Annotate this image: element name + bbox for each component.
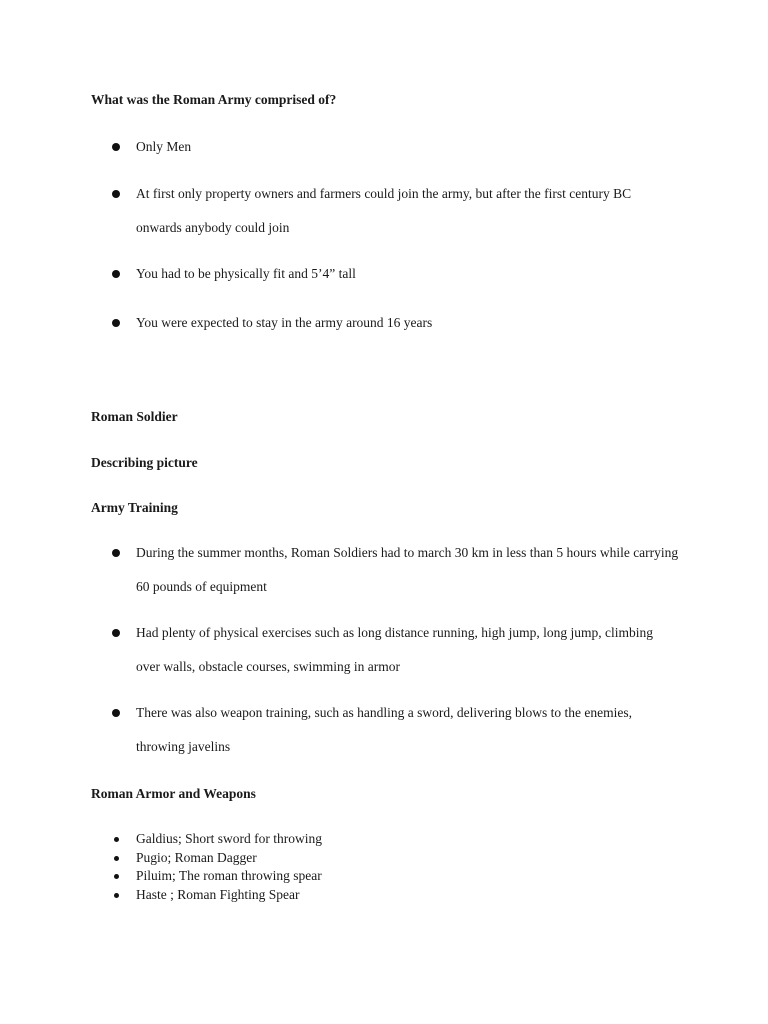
heading-army-training: Army Training [91,500,178,515]
bullet-icon [112,629,120,637]
bullet-icon [112,143,120,151]
heading-describing-picture: Describing picture [91,455,198,470]
bullet-icon [112,709,120,717]
bullet-icon [112,270,120,278]
list-item-text: You had to be physically fit and 5’4” tall [136,266,356,281]
bullet-icon [112,549,120,557]
list-item-text: During the summer months, Roman Soldiers had to march 30 km in less than 5 hours while carrying 60 pounds of equipment [136,545,679,594]
list-item-text: There was also weapon training, such as handling a sword, delivering blows to the enemies, throwing javelins [136,705,632,754]
list-item-text: Piluim; The roman throwing spear [136,868,322,883]
heading-army-comprised: What was the Roman Army comprised of? [91,92,337,107]
list-item-text: Only Men [136,139,192,154]
list-item [110,696,680,764]
list-item [110,177,680,245]
list-item [110,616,680,684]
bullet-icon [114,856,119,861]
bullet-icon [114,837,119,842]
list-item-text: At first only property owners and farmers could join the army, but after the first century BC onwards anybody could join [136,186,632,235]
bullet-icon [114,874,119,879]
list-item [110,130,680,164]
list-item [110,306,680,340]
bullet-icon [114,893,119,898]
list-item-text: Galdius; Short sword for throwing [136,831,322,846]
list-item [112,830,322,849]
list-item [112,867,322,886]
bullet-icon [112,319,120,327]
list-item [110,257,680,291]
list-item [112,886,322,905]
list-item-text: Pugio; Roman Dagger [136,849,257,865]
list-item-text: Had plenty of physical exercises such as long distance running, high jump, long jump, climbing over walls, obstacle courses, swimming in armor [136,625,654,674]
bullet-icon [112,190,120,198]
list-item [110,536,680,604]
list-item-text: You were expected to stay in the army around 16 years [136,315,433,330]
heading-armor-weapons: Roman Armor and Weapons [91,786,256,801]
list-item-text: Haste ; Roman Fighting Spear [136,886,300,902]
list-item [112,849,322,868]
heading-roman-soldier: Roman Soldier [91,409,178,424]
weapons-list [112,830,322,904]
